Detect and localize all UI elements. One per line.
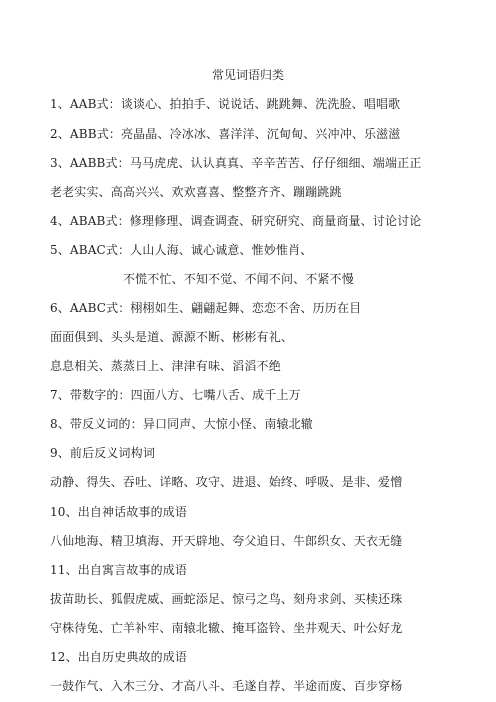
text-line-numbers: 7、带数字的：四面八方、七嘴八舌、成千上万 xyxy=(50,388,301,402)
text-line-antonym-words-heading: 9、前后反义词构词 xyxy=(50,446,155,460)
text-line-abb: 2、ABB式：亮晶晶、冷冰冰、喜洋洋、沉甸甸、兴冲冲、乐滋滋 xyxy=(50,127,401,141)
text-line-myth-heading: 10、出自神话故事的成语 xyxy=(50,505,188,519)
text-line-fable-idioms-2: 守株待兔、亡羊补牢、南辕北辙、掩耳盗铃、坐井观天、叶公好龙 xyxy=(50,621,403,635)
text-line-aabb: 3、AABB式：马马虎虎、认认真真、辛辛苦苦、仔仔细细、端端正正 xyxy=(50,156,422,170)
text-line-aabb-continued: 老老实实、高高兴兴、欢欢喜喜、整整齐齐、蹦蹦跳跳 xyxy=(50,185,342,199)
text-line-history-idioms: 一鼓作气、入木三分、才高八斗、毛遂自荐、半途而废、百步穿杨 xyxy=(50,679,403,693)
text-line-myth-idioms: 八仙地海、精卫填海、开天辟地、夸父追日、牛郎织女、天衣无缝 xyxy=(50,534,403,548)
text-line-abac: 5、ABAC式：人山人海、诚心诚意、惟妙惟肖、 xyxy=(50,243,313,257)
text-line-aab: 1、AAB式：谈谈心、拍拍手、说说话、跳跳舞、洗洗脸、唱唱歌 xyxy=(50,97,401,111)
text-line-antonym-words: 动静、得失、吞吐、详略、攻守、进退、始终、呼吸、是非、爱憎 xyxy=(50,475,403,489)
text-line-abab: 4、ABAB式：修理修理、调查调查、研究研究、商量商量、讨论讨论 xyxy=(50,214,422,228)
text-line-fable-heading: 11、出自寓言故事的成语 xyxy=(50,563,188,577)
text-line-antonyms: 8、带反义词的：异口同声、大惊小怪、南辕北辙 xyxy=(50,417,313,431)
document-title: 常见词语归类 xyxy=(211,68,284,82)
text-line-history-heading: 12、出自历史典故的成语 xyxy=(50,650,188,664)
text-line-abac-continued: 不慌不忙、不知不觉、不闻不问、不紧不慢 xyxy=(123,272,354,286)
text-line-aabc: 6、AABC式：栩栩如生、翩翩起舞、恋恋不舍、历历在目 xyxy=(50,301,362,315)
text-line-fable-idioms-1: 拔苗助长、狐假虎威、画蛇添足、惊弓之鸟、刻舟求剑、买椟还珠 xyxy=(50,592,403,606)
text-line-aabc-continued-2: 息息相关、蒸蒸日上、津津有味、滔滔不绝 xyxy=(50,359,281,373)
text-line-aabc-continued-1: 面面俱到、头头是道、源源不断、彬彬有礼、 xyxy=(50,330,294,344)
